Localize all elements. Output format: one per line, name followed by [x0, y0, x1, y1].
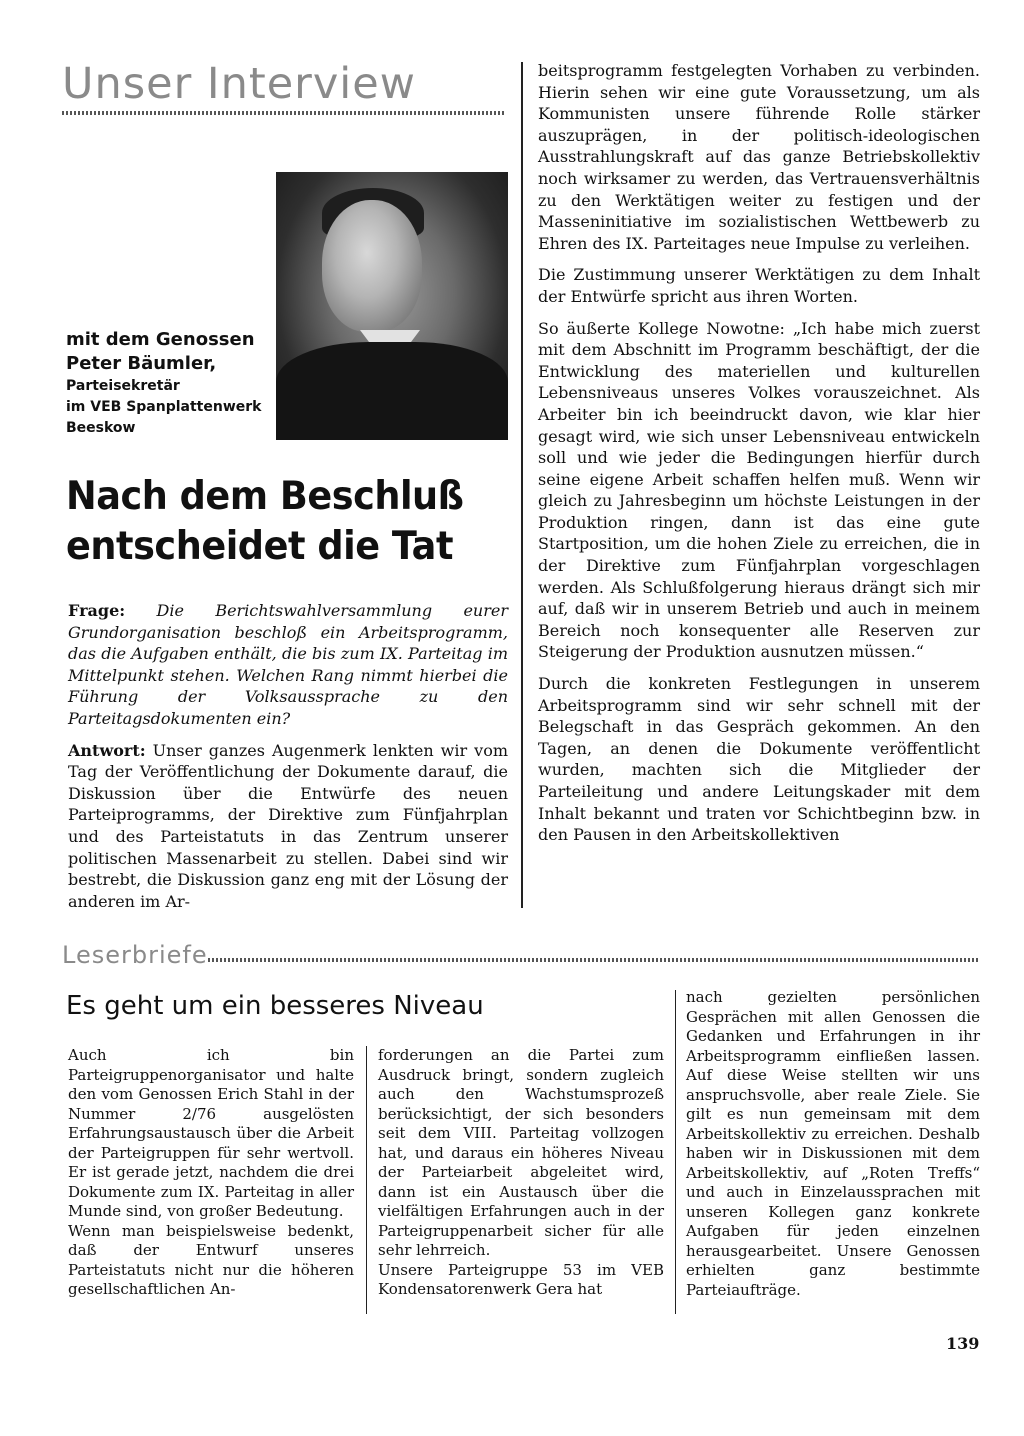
letters-column-2 [378, 1046, 664, 1300]
letters-col3-paragraph-1: nach gezielten persönlichen Gesprächen mit allen Genossen die Gedanken und Erfahrungen in ihr Arbeitsprogramm einfließen lassen. Auf diese Weise stellten wir uns anspruchsvolle, aber reale Ziele. Sie gilt es nun gemeinsam mit dem Arbeitskollektiv zu erreichen. Deshalb haben wir in Diskussionen mit dem Arbeitskollektiv, auf „Roten Treffs“ und auch in Einzelaussprachen mit unseren Kollegen ganz konkrete Aufgaben für jeden einzelnen herausgearbeitet. Unsere Genossen erhielten ganz bestimmte Parteiaufträge. [686, 988, 980, 1299]
letters-col2-paragraph-2: Unsere Parteigruppe 53 im VEB Kondensatorenwerk Gera hat [378, 1260, 664, 1298]
headline-line2: entscheidet die Tat [66, 524, 454, 569]
question-text: Die Berichtswahlversammlung eurer Grundorganisation beschloß ein Arbeitsprogramm, das die Aufgaben enthält, die bis zum IX. Parteitag im Mittelpunkt stehen. Welchen Rang nimmt hierbei die Führung der Volksaussprache zu den Parteitagsdokumenten ein? [68, 601, 508, 728]
letters-divider-1 [366, 1046, 367, 1314]
right-paragraph-2: Die Zustimmung unserer Werktätigen zu dem Inhalt der Entwürfe spricht aus ihren Worten. [538, 265, 980, 306]
answer-text: Unser ganzes Augenmerk lenkten wir vom Tag der Veröffentlichung der Dokumente darauf, die Diskussion über die Entwürfe des neuen Parteiprogramms, der Direktive zum Fünfjahrplan und des Parteistatuts in das Zentrum unserer politischen Massenarbeit zu stellen. Dabei sind wir bestrebt, die Diskussion ganz eng mit der Lösung der anderen im Ar- [68, 740, 508, 911]
intro-place: Beeskow [66, 420, 136, 436]
letters-headline: Es geht um ein besseres Niveau [66, 991, 484, 1021]
right-paragraph-4: Durch die konkreten Festlegungen in unserem Arbeitsprogramm sind wir sehr schnell mit der Belegschaft in das Gespräch gekommen. An den Tagen, an denen die Dokumente veröffentlicht wurden, machten sich die Mitglieder der Parteileitung und andere Leitungskader mit dem Inhalt bekannt und traten vor Schichtbeginn bzw. in den Pausen in den Arbeitskollektiven [538, 674, 980, 845]
section-title-letters: Leserbriefe [62, 941, 208, 969]
intro-line: mit dem Genossen [66, 329, 255, 350]
section-rule-letters [208, 958, 980, 962]
interview-headline [66, 472, 508, 572]
answer-label: Antwort: [68, 740, 146, 760]
page-number: 139 [946, 1334, 980, 1353]
letters-column-1 [68, 1046, 354, 1300]
section-title-interview: Unser Interview [62, 59, 416, 109]
right-paragraph-1: beitsprogramm festgelegten Vorhaben zu verbinden. Hierin sehen wir eine gute Voraussetzung, um als Kommunisten unsere führende Rolle stärker auszuprägen, in der politisch-ideologischen Ausstrahlungskraft auf das ganze Betriebskollektiv noch wirksamer zu werden, das Vertrauensverhältnis zu den Werktätigen weiter zu festigen und der Masseninitiative im sozialistischen Wettbewerb zu Ehren des IX. Parteitages neue Impulse zu verleihen. [538, 61, 980, 253]
intro-company: im VEB Spanplattenwerk [66, 399, 262, 415]
letters-col2-paragraph-1: forderungen an die Partei zum Ausdruck bringt, sondern zugleich auch den Wachstumsprozeß berücksichtigt, der sich besonders seit dem VIII. Parteitag vollzogen hat, und daraus ein höheres Niveau der Parteiarbeit abgeleitet wird, dann ist ein Austausch über die vielfältigen Erfahrungen auch in der Parteigruppenarbeit sicher für alle sehr lehrreich. [378, 1046, 664, 1259]
portrait-face [322, 200, 422, 332]
letters-col1-paragraph-2: Wenn man beispielsweise bedenkt, daß der Entwurf unseres Parteistatuts nicht nur die höheren gesellschaftlichen An- [68, 1221, 354, 1298]
section-rule-interview [62, 111, 504, 115]
headline-line1: Nach dem Beschluß [66, 474, 464, 519]
interview-right-column [538, 60, 980, 856]
column-divider [521, 62, 523, 908]
letters-column-3 [686, 988, 980, 1300]
intro-name: Peter Bäumler, [66, 353, 217, 374]
interview-question [68, 600, 508, 730]
interview-left-column [68, 600, 508, 922]
portrait-suit [276, 342, 508, 440]
interview-intro [66, 328, 271, 439]
letters-divider-2 [675, 990, 676, 1314]
portrait-photo [276, 172, 508, 440]
right-paragraph-3: So äußerte Kollege Nowotne: „Ich habe mich zuerst mit dem Abschnitt im Programm beschäftigt, der die Entwicklung des materiellen und kulturellen Lebensniveaus unseres Volkes vorauszeichnet. Als Arbeiter bin ich beeindruckt davon, wie klar hier gesagt wird, wie sich unser Lebensniveau entwickeln soll und wie jeder die Bedingungen hierfür durch seine eigene Arbeit schaffen helfen muß. Wenn wir gleich zu Jahresbeginn um höchste Leistungen in der Produktion ringen, dann ist das eine gute Startposition, um die hohen Ziele zu erreichen, die in der Direktive zum Fünfjahrplan vorgeschlagen werden. Als Schlußfolgerung hieraus drängt sich mir auf, daß wir in unserem Betrieb und auch in meinem Bereich noch konsequenter alle Reserven zur Steigerung der Produktion ausnutzen müssen.“ [538, 318, 980, 662]
letters-col1-paragraph-1: Auch ich bin Parteigruppenorganisator und halte den vom Genossen Erich Stahl in der Nummer 2/76 ausgelösten Erfahrungsaustausch über die Arbeit der Parteigruppen für sehr wertvoll. Er ist gerade jetzt, nachdem die drei Dokumente zum IX. Parteitag in aller Munde sind, von großer Bedeutung. [68, 1046, 354, 1220]
interview-answer [68, 740, 508, 913]
question-label: Frage: [68, 601, 126, 620]
intro-role: Parteisekretär [66, 378, 180, 394]
